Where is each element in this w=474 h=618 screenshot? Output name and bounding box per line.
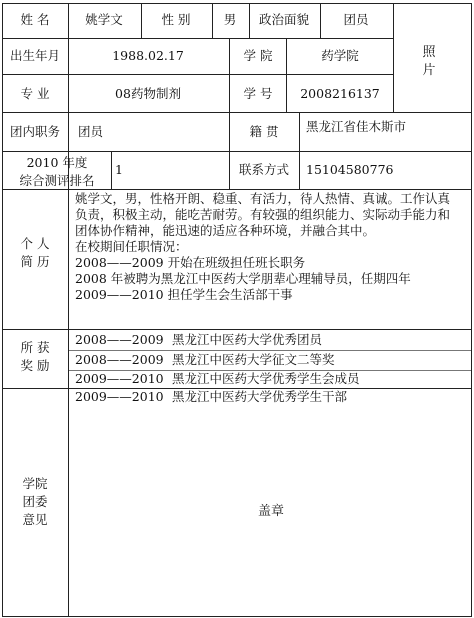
col-line-r1-b	[212, 3, 213, 39]
col-line-r1-d	[320, 3, 321, 39]
table-border-right	[471, 3, 472, 617]
native-place-value: 黑龙江省佳木斯市	[306, 119, 407, 134]
name-label: 姓 名	[20, 12, 50, 27]
resume-line: 负责，积极主动，能吃苦耐劳。有较强的组织能力、实际动手能力和	[75, 207, 451, 222]
league-position-label: 团内职务	[9, 124, 61, 139]
row-line-4	[2, 151, 472, 152]
opinion-label-line-3: 意见	[22, 512, 48, 527]
contact-label: 联系方式	[238, 162, 290, 177]
birth-date-value: 1988.02.17	[112, 48, 184, 63]
league-position-value: 团员	[78, 124, 104, 139]
major-value: 08药物制剂	[115, 86, 181, 101]
opinion-label-line-1: 学院	[22, 476, 48, 491]
col-line-r1-c	[249, 3, 250, 39]
awards-divider-1	[68, 350, 472, 351]
ranking-label-line-1: 2010 年度	[26, 155, 88, 170]
table-border-bottom	[2, 616, 472, 617]
seal-text: 盖章	[258, 504, 285, 519]
col-line-label	[68, 3, 69, 617]
political-status-value: 团员	[343, 12, 369, 27]
col-line-r5	[111, 151, 112, 190]
table-border-left	[2, 3, 3, 617]
name-value: 姚学文	[85, 12, 123, 27]
col-line-r1-a	[141, 3, 142, 39]
col-line-r2-r3	[286, 38, 287, 113]
resume-label-line-1: 个 人	[20, 236, 50, 251]
opinion-label-line-2: 团委	[22, 494, 48, 509]
awards-label-line-2: 奖 励	[20, 358, 50, 373]
row-line-1	[2, 38, 393, 39]
birth-date-label: 出生年月	[9, 48, 61, 63]
resume-line: 姚学文，男，性格开朗、稳重、有活力，待人热情、真诚。工作认真	[75, 191, 451, 206]
major-label: 专 业	[20, 86, 50, 101]
native-place-label: 籍 贯	[249, 124, 279, 139]
student-id-label: 学 号	[243, 86, 273, 101]
photo-placeholder-char-2: 片	[422, 63, 436, 78]
col-line-r2-r5	[229, 38, 230, 190]
row-line-6	[2, 329, 472, 330]
award-title: 黑龙江中医药大学优秀学生干部	[172, 389, 348, 404]
col-line-photo	[393, 3, 394, 113]
award-year: 2008——2009	[75, 332, 164, 347]
college-label: 学 院	[243, 48, 273, 63]
photo-placeholder-char-1: 照	[422, 45, 436, 60]
award-year: 2008——2009	[75, 352, 164, 367]
ranking-label-line-2: 综合测评排名	[19, 173, 95, 188]
row-line-3	[2, 112, 472, 113]
award-year: 2009——2010	[75, 371, 164, 386]
resume-line: 在校期间任职情况：	[75, 239, 188, 254]
resume-label-line-2: 简 历	[20, 254, 50, 269]
table-border-top	[2, 3, 472, 4]
resume-line: 2008——2009 开始在班级担任班长职务	[75, 255, 306, 270]
award-title: 黑龙江中医药大学征文二等奖	[172, 352, 335, 367]
awards-label-line-1: 所 获	[20, 340, 50, 355]
gender-label: 性 别	[161, 12, 191, 27]
student-id-value: 2008216137	[300, 86, 380, 101]
resume-text	[75, 191, 450, 303]
ranking-value: 1	[115, 162, 123, 177]
college-value: 药学院	[321, 48, 359, 63]
award-title: 黑龙江中医药大学优秀团员	[172, 332, 323, 347]
row-line-2	[2, 74, 393, 75]
resume-line: 2009——2010 担任学生会生活部干事	[75, 287, 293, 302]
political-status-label: 政治面貌	[258, 12, 310, 27]
resume-line: 团体协作精神，能迅速的适应各种环境，并融合其中。	[75, 223, 376, 238]
row-line-5	[2, 189, 472, 190]
award-title: 黑龙江中医药大学优秀学生会成员	[172, 371, 360, 386]
resume-line: 2008 年被聘为黑龙江中医药大学朋辈心理辅导员，任期四年	[75, 271, 411, 286]
contact-value: 15104580776	[306, 162, 394, 177]
col-line-r4-r5	[299, 112, 300, 190]
gender-value: 男	[223, 12, 237, 27]
award-year: 2009——2010	[75, 389, 164, 404]
